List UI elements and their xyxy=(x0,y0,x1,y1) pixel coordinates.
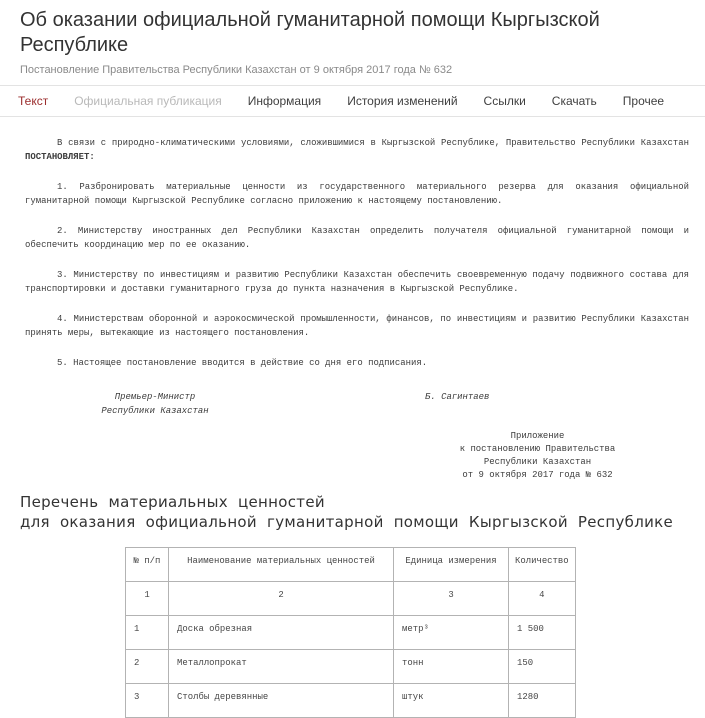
table-container xyxy=(0,547,705,718)
cell-unit: штук xyxy=(394,684,509,718)
cell-quantity: 150 xyxy=(509,650,576,684)
paragraph-4: 4. Министерствам оборонной и аэрокосмической промышленности, финансов, по инвестициям и развитию Республики Казахстан принять меры, вытекающие из настоящего постановления. xyxy=(25,314,689,338)
tab-change-history[interactable]: История изменений xyxy=(347,94,458,108)
intro-resolves-bold: ПОСТАНОВЛЯЕТ: xyxy=(25,152,95,162)
appendix-line1: Приложение xyxy=(510,431,565,441)
tab-other[interactable]: Прочее xyxy=(622,94,665,108)
table-row xyxy=(126,684,576,718)
cell-number: 1 xyxy=(126,616,169,650)
column-number-cell: 2 xyxy=(169,582,394,616)
cell-quantity: 1 500 xyxy=(509,616,576,650)
page-subtitle: Постановление Правительства Республики Казахстан от 9 октября 2017 года № 632 xyxy=(20,64,453,76)
signature-position-line1: Премьер-Министр xyxy=(114,392,196,402)
header-cell-number: № п/п xyxy=(126,548,169,582)
appendix-line3: Республики Казахстан xyxy=(483,457,592,467)
paragraph-3: 3. Министерству по инвестициям и развитию Республики Казахстан обеспечить своевременную подачу подвижного состава для транспортировки и доставки гуманитарного груза до пункта назначения в Кыргызской Республике. xyxy=(25,270,689,294)
table-header-row xyxy=(126,548,576,582)
appendix-line4: от 9 октября 2017 года № 632 xyxy=(462,470,613,480)
signature-position-line2: Республики Казахстан xyxy=(101,406,209,416)
tab-official-publication: Официальная публикация xyxy=(74,94,222,108)
tab-bar xyxy=(0,85,705,117)
paragraph-1: 1. Разбронировать материальные ценности из государственного материального резерва для оказания официальной гуманитарной помощи Кыргызской Республике согласно приложению к настоящему постановлению. xyxy=(25,182,689,206)
paragraph-5: 5. Настоящее постановление вводится в действие со дня его подписания. xyxy=(57,358,428,368)
header-cell-quantity: Количество xyxy=(509,548,576,582)
cell-unit: тонн xyxy=(394,650,509,684)
cell-name: Металлопрокат xyxy=(169,650,394,684)
header-cell-name: Наименование материальных ценностей xyxy=(169,548,394,582)
header-cell-unit: Единица измерения xyxy=(394,548,509,582)
column-number-cell: 3 xyxy=(394,582,509,616)
cell-quantity: 1280 xyxy=(509,684,576,718)
tab-links[interactable]: Ссылки xyxy=(483,94,526,108)
appendix-block xyxy=(420,430,655,482)
cell-name: Столбы деревянные xyxy=(169,684,394,718)
table-row xyxy=(126,616,576,650)
intro-paragraph xyxy=(25,136,689,164)
list-heading-line1: Перечень материальных ценностей xyxy=(20,493,325,511)
document-text xyxy=(0,117,705,482)
signature-position xyxy=(25,390,285,418)
table-row xyxy=(126,650,576,684)
page-header xyxy=(0,0,705,76)
column-numbers-row xyxy=(126,582,576,616)
cell-unit: метр³ xyxy=(394,616,509,650)
signature-block xyxy=(25,390,689,418)
list-heading xyxy=(0,482,705,532)
appendix-line2: к постановлению Правительства xyxy=(459,444,616,454)
list-heading-line2: для оказания официальной гуманитарной помощи Кыргызской Республике xyxy=(20,513,674,531)
materials-table xyxy=(125,547,576,718)
intro-text: В связи с природно-климатическими условиями, сложившимися в Кыргызской Республике, Правительство Республики Казахстан xyxy=(57,138,689,148)
column-number-cell: 1 xyxy=(126,582,169,616)
paragraph-2: 2. Министерству иностранных дел Республики Казахстан определить получателя официальной гуманитарной помощи и обеспечить координацию мер по ее оказанию. xyxy=(25,226,689,250)
tab-information[interactable]: Информация xyxy=(247,94,322,108)
tab-download[interactable]: Скачать xyxy=(551,94,597,108)
cell-number: 2 xyxy=(126,650,169,684)
cell-name: Доска обрезная xyxy=(169,616,394,650)
column-number-cell: 4 xyxy=(509,582,576,616)
signature-name: Б. Сагинтаев xyxy=(425,392,490,402)
cell-number: 3 xyxy=(126,684,169,718)
page-title: Об оказании официальной гуманитарной помощи Кыргызской Республике xyxy=(20,9,600,56)
tab-text[interactable]: Текст xyxy=(18,94,49,108)
